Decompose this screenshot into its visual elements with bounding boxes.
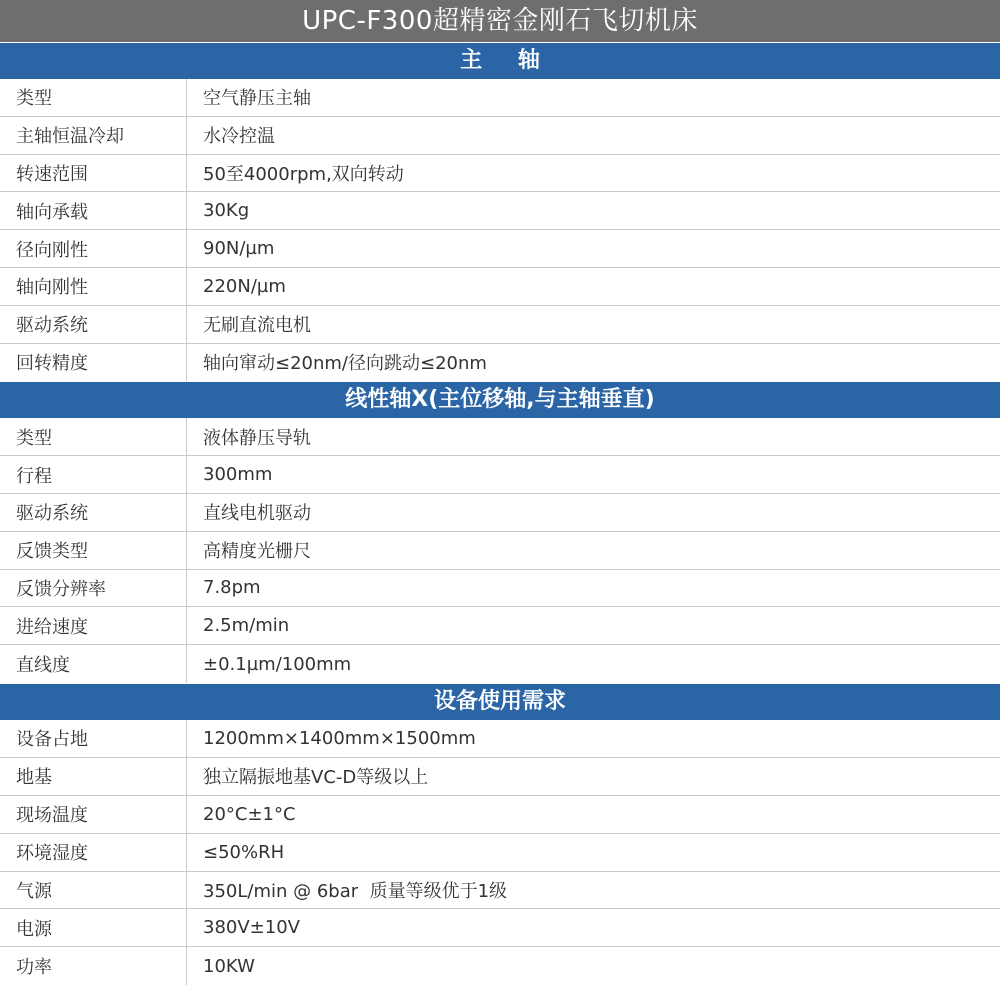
- section-header-requirements: 设备使用需求: [0, 683, 1000, 720]
- page-title: UPC-F300超精密金刚石飞切机床: [0, 0, 1000, 42]
- row-value: 30Kg: [203, 200, 250, 222]
- row-label: 功率: [0, 947, 187, 985]
- section-header-linear-axis-x: 线性轴X(主位移轴,与主轴垂直): [0, 381, 1000, 418]
- row-value: 空气静压主轴: [203, 88, 311, 110]
- row-value: 20°C±1°C: [203, 803, 296, 825]
- row-value: 无刷直流电机: [203, 315, 311, 337]
- table-row: [0, 758, 1000, 796]
- row-label: 类型: [0, 418, 187, 455]
- table-row: [0, 456, 1000, 494]
- table-row: [0, 872, 1000, 910]
- row-value: 300mm: [203, 464, 273, 486]
- row-value: 10KW: [203, 955, 255, 977]
- table-row: [0, 834, 1000, 872]
- row-value: ±0.1µm/100mm: [203, 653, 352, 675]
- table-row: [0, 155, 1000, 193]
- row-value: 轴向窜动≤20nm/径向跳动≤20nm: [203, 353, 487, 375]
- row-label: 轴向承载: [0, 192, 187, 229]
- row-label: 驱动系统: [0, 306, 187, 343]
- table-row: [0, 494, 1000, 532]
- row-value: 350L/min @ 6bar 质量等级优于1级: [203, 880, 508, 902]
- row-value: 380V±10V: [203, 917, 300, 939]
- row-value: 7.8pm: [203, 577, 261, 599]
- table-row: [0, 909, 1000, 947]
- section-requirements-rows: [0, 720, 1000, 985]
- table-row: [0, 79, 1000, 117]
- row-value: 220N/µm: [203, 275, 286, 297]
- row-label: 转速范围: [0, 155, 187, 192]
- row-value: 液体静压导轨: [203, 427, 311, 449]
- table-row: [0, 720, 1000, 758]
- row-value: 50至4000rpm,双向转动: [203, 163, 404, 185]
- row-label: 类型: [0, 79, 187, 116]
- row-value: 独立隔振地基VC-D等级以上: [203, 767, 429, 789]
- row-label: 现场温度: [0, 796, 187, 833]
- row-value: 90N/µm: [203, 238, 275, 260]
- table-row: [0, 418, 1000, 456]
- row-value: 2.5m/min: [203, 615, 290, 637]
- table-row: [0, 230, 1000, 268]
- row-value: 高精度光栅尺: [203, 541, 311, 563]
- table-row: [0, 344, 1000, 382]
- table-row: [0, 570, 1000, 608]
- row-label: 气源: [0, 872, 187, 909]
- row-label: 行程: [0, 456, 187, 493]
- row-label: 驱动系统: [0, 494, 187, 531]
- table-row: [0, 947, 1000, 985]
- row-value: ≤50%RH: [203, 841, 285, 863]
- section-linear-axis-rows: [0, 418, 1000, 683]
- table-row: [0, 268, 1000, 306]
- row-value: 1200mm×1400mm×1500mm: [203, 727, 476, 749]
- section-spindle-rows: [0, 79, 1000, 381]
- row-label: 反馈类型: [0, 532, 187, 569]
- row-label: 轴向刚性: [0, 268, 187, 305]
- row-label: 反馈分辨率: [0, 570, 187, 607]
- row-label: 设备占地: [0, 720, 187, 757]
- table-row: [0, 306, 1000, 344]
- table-row: [0, 645, 1000, 683]
- table-row: [0, 607, 1000, 645]
- row-label: 直线度: [0, 645, 187, 683]
- table-row: [0, 532, 1000, 570]
- table-row: [0, 117, 1000, 155]
- row-label: 进给速度: [0, 607, 187, 644]
- section-header-spindle: 主 轴: [0, 42, 1000, 79]
- row-label: 环境湿度: [0, 834, 187, 871]
- row-value: 水冷控温: [203, 126, 275, 148]
- row-label: 地基: [0, 758, 187, 795]
- row-label: 电源: [0, 909, 187, 946]
- table-row: [0, 192, 1000, 230]
- row-label: 主轴恒温冷却: [0, 117, 187, 154]
- row-label: 径向刚性: [0, 230, 187, 267]
- row-value: 直线电机驱动: [203, 503, 311, 525]
- row-label: 回转精度: [0, 344, 187, 382]
- table-row: [0, 796, 1000, 834]
